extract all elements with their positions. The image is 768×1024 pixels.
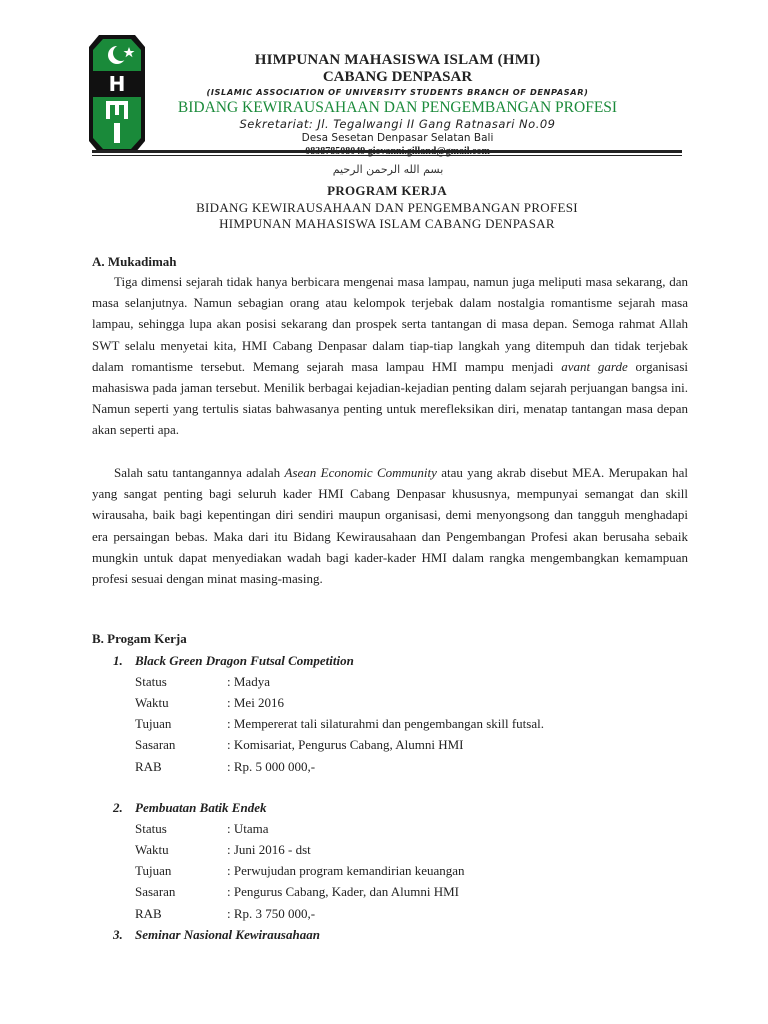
- item-number: 1.: [113, 653, 123, 668]
- logo-letter-h: H: [108, 72, 126, 96]
- p1-text-a: Tiga dimensi sejarah tidak hanya berbicara mengenai masa lampau, namun juga meliputi masa sekarang, dan masa selanjutnya. Namun sebagian orang atau kelompok terjebak dalam nostalgia romantisme sejarah masa lampau, sehingga lupa akan posisi sekarang dan prospek serta tantangan di masa depan. Semoga rahmat Allah SWT selalu menyetai kita, HMI Cabang Denpasar dalam tiap-tiap langkah yang ditempuh dan tidak terjebak dalam romantisme tersebut. Memang sejarah masa lampau HMI mampu menjadi: [92, 274, 688, 374]
- item-2-row-sasaran: [135, 884, 459, 900]
- item-title: Black Green Dragon Futsal Competition: [135, 653, 354, 668]
- p1-text-b: organisasi mahasiswa pada jaman tersebut. Menilik berbagai kejadian-kejadian penting dalam sejarah perjuangan bangsa ini. Namun seperti yang tertulis siatas bahwasanya penting untuk merefleksikan diri, menatap tantangan masa depan akan seperti apa.: [92, 358, 688, 438]
- row-value: : Rp. 3 750 000,-: [227, 906, 316, 921]
- title-line-3: HIMPUNAN MAHASISWA ISLAM CABANG DENPASAR: [219, 216, 555, 231]
- section-b-heading: B. Progam Kerja: [92, 631, 187, 646]
- row-value: : Rp. 5 000 000,-: [227, 759, 316, 774]
- item-title: Pembuatan Batik Endek: [135, 800, 267, 815]
- program-item-1-heading: [113, 653, 354, 669]
- section-a-heading: A. Mukadimah: [92, 254, 177, 269]
- letterhead-rule-thick: [92, 150, 682, 153]
- row-value: : Utama: [227, 821, 269, 836]
- letterhead-text: [145, 52, 650, 159]
- mukadimah-paragraph-1: [92, 271, 688, 441]
- row-key: RAB: [135, 759, 162, 774]
- item-1-row-tujuan: [135, 716, 544, 732]
- p2-text-b: atau yang akrab disebut MEA. Merupakan hal yang sangat penting bagi seluruh kader HMI Cabang Denpasar khususnya, mempunyai semangat dan skill wirausaha, baik bagi kepentingan diri sendiri maupun organisasi, demi menyongsong dan tangguh menghadapi era persaingan bebas. Maka dari itu Bidang Kewirausahaan dan Pengembangan Profesi akan berusaha sebaik mungkin untuk dapat menyediakan wadah bagi kader-kader HMI dalam rangka mengembangkan kemampuan profesi sesuai dengan minat masing-masing.: [92, 465, 688, 587]
- item-1-row-sasaran: [135, 737, 464, 753]
- document-title: [92, 183, 682, 233]
- row-key: Sasaran: [135, 737, 176, 752]
- row-value: : Perwujudan program kemandirian keuangan: [227, 863, 465, 878]
- row-value: : Madya: [227, 674, 270, 689]
- item-number: 3.: [113, 927, 123, 942]
- row-key: Tujuan: [135, 863, 172, 878]
- item-2-row-waktu: [135, 842, 311, 858]
- item-title: Seminar Nasional Kewirausahaan: [135, 927, 320, 942]
- row-key: Status: [135, 674, 167, 689]
- row-key: Tujuan: [135, 716, 172, 731]
- program-item-3-heading: [113, 927, 320, 943]
- row-value: : Juni 2016 - dst: [227, 842, 311, 857]
- row-key: Waktu: [135, 695, 169, 710]
- row-key: RAB: [135, 906, 162, 921]
- item-2-row-rab: [135, 906, 315, 922]
- letterhead-rule-thin: [92, 155, 682, 156]
- item-1-row-status: [135, 674, 270, 690]
- item-number: 2.: [113, 800, 123, 815]
- department-name: BIDANG KEWIRAUSAHAAN DAN PENGEMBANGAN PROFESI: [177, 99, 618, 116]
- item-2-row-status: [135, 821, 269, 837]
- row-key: Sasaran: [135, 884, 176, 899]
- title-line-2: BIDANG KEWIRAUSAHAAN DAN PENGEMBANGAN PROFESI: [196, 199, 578, 215]
- hmi-logo-icon: [89, 35, 145, 153]
- p2-text-a: Salah satu tantangannya adalah: [114, 465, 285, 480]
- p1-emphasis: avant garde: [561, 358, 628, 374]
- program-item-2-heading: [113, 800, 266, 816]
- row-value: : Komisariat, Pengurus Cabang, Alumni HMI: [227, 737, 464, 752]
- bismillah-calligraphy: بسم الله الرحمن الرحيم: [332, 163, 444, 176]
- row-value: : Mei 2016: [227, 695, 285, 710]
- p2-emphasis: Asean Economic Community: [284, 465, 437, 480]
- mukadimah-paragraph-2: [92, 462, 688, 589]
- row-key: Status: [135, 821, 167, 836]
- title-line-1: PROGRAM KERJA: [327, 183, 447, 198]
- secretariat-address: Sekretariat: Jl. Tegalwangi II Gang Ratnasari No.09: [239, 117, 556, 131]
- item-2-row-tujuan: [135, 863, 465, 879]
- item-1-row-waktu: [135, 695, 284, 711]
- item-1-row-rab: [135, 759, 315, 775]
- branch-name: CABANG DENPASAR: [322, 69, 473, 85]
- row-value: : Mempererat tali silaturahmi dan pengembangan skill futsal.: [227, 716, 544, 731]
- english-name: (ISLAMIC ASSOCIATION OF UNIVERSITY STUDENTS BRANCH OF DENPASAR): [206, 87, 589, 97]
- org-name: HIMPUNAN MAHASISWA ISLAM (HMI): [254, 52, 541, 68]
- row-value: : Pengurus Cabang, Kader, dan Alumni HMI: [227, 884, 460, 899]
- row-key: Waktu: [135, 842, 169, 857]
- village-address: Desa Sesetan Denpasar Selatan Bali: [301, 132, 494, 144]
- letterhead: [0, 0, 768, 160]
